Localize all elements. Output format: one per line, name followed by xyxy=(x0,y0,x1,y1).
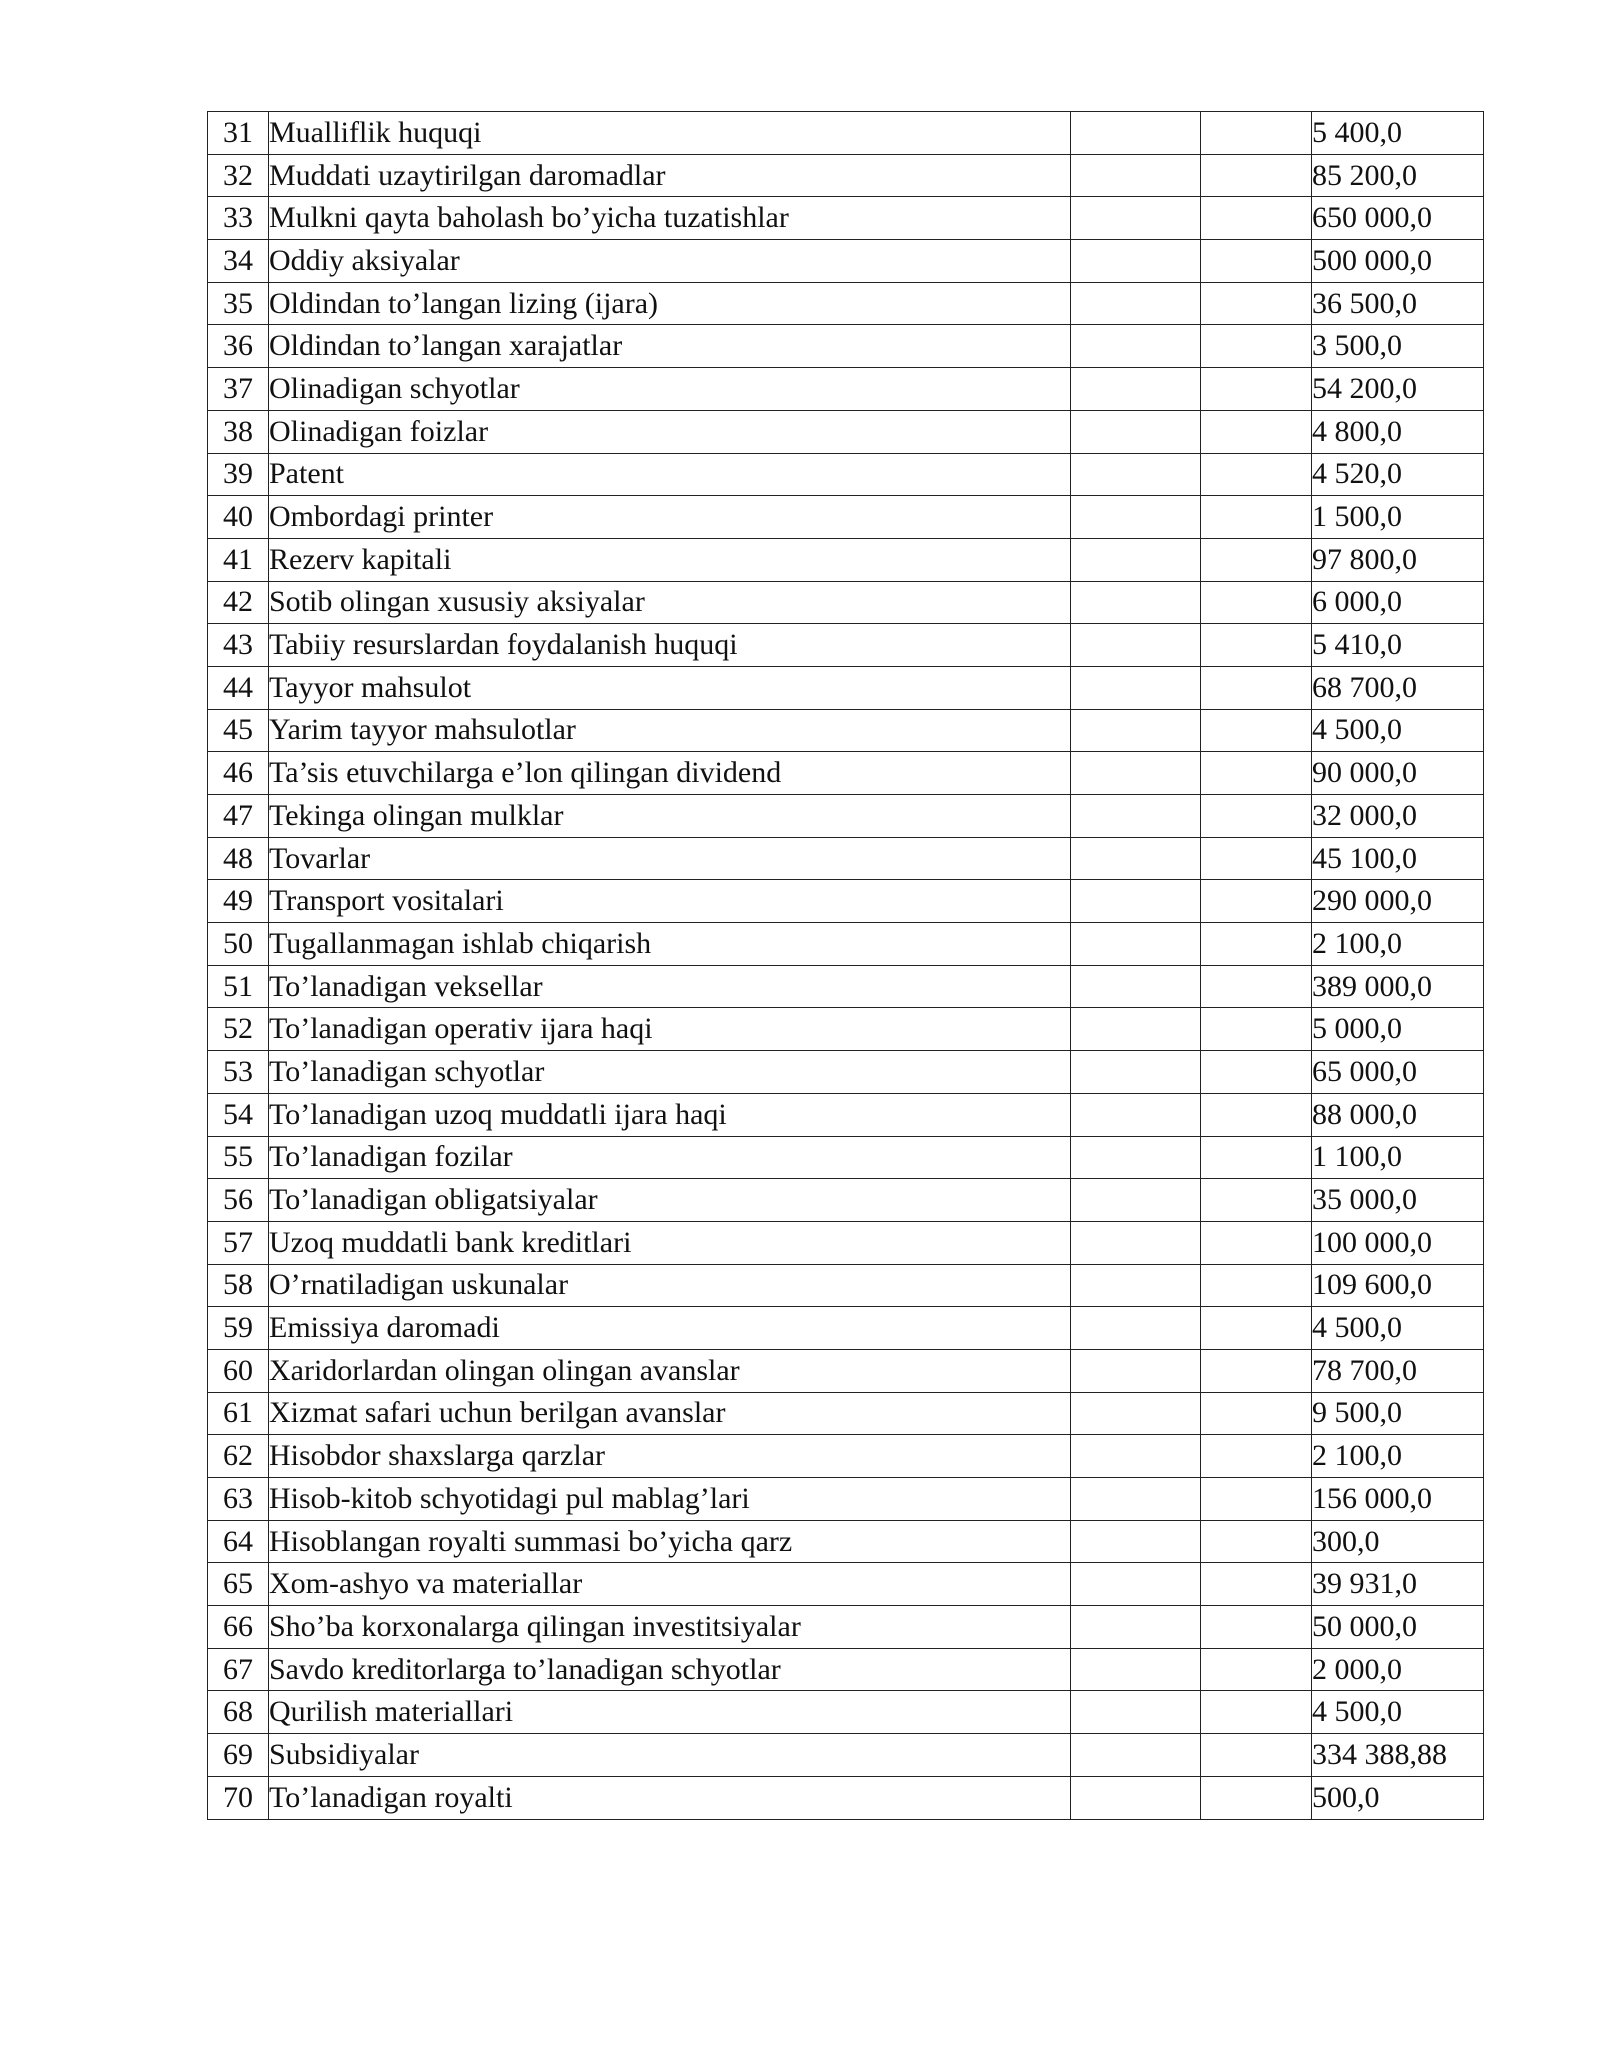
row-number-cell: 49 xyxy=(208,880,269,923)
amount-cell: 1 100,0 xyxy=(1312,1136,1484,1179)
row-number-cell: 36 xyxy=(208,325,269,368)
table-row xyxy=(208,1051,1484,1094)
empty-cell xyxy=(1201,624,1312,667)
empty-cell xyxy=(1201,1221,1312,1264)
table-row xyxy=(208,1179,1484,1222)
amount-cell: 85 200,0 xyxy=(1312,154,1484,197)
amount-cell: 78 700,0 xyxy=(1312,1349,1484,1392)
row-number-cell: 70 xyxy=(208,1776,269,1819)
empty-cell xyxy=(1201,325,1312,368)
row-number-cell: 53 xyxy=(208,1051,269,1094)
table-row xyxy=(208,1563,1484,1606)
account-name-cell: Savdo kreditorlarga to’lanadigan schyotlar xyxy=(269,1648,1071,1691)
row-number-cell: 44 xyxy=(208,666,269,709)
empty-cell xyxy=(1201,666,1312,709)
table-row xyxy=(208,197,1484,240)
amount-cell: 1 500,0 xyxy=(1312,496,1484,539)
empty-cell xyxy=(1201,581,1312,624)
table-row xyxy=(208,1435,1484,1478)
empty-cell xyxy=(1201,1179,1312,1222)
row-number-cell: 42 xyxy=(208,581,269,624)
account-name-cell: Xaridorlardan olingan olingan avanslar xyxy=(269,1349,1071,1392)
empty-cell xyxy=(1071,282,1201,325)
table-row xyxy=(208,1093,1484,1136)
row-number-cell: 66 xyxy=(208,1606,269,1649)
empty-cell xyxy=(1071,154,1201,197)
amount-cell: 3 500,0 xyxy=(1312,325,1484,368)
account-name-cell: Hisoblangan royalti summasi bo’yicha qarz xyxy=(269,1520,1071,1563)
table-row xyxy=(208,880,1484,923)
amount-cell: 9 500,0 xyxy=(1312,1392,1484,1435)
account-name-cell: O’rnatiladigan uskunalar xyxy=(269,1264,1071,1307)
account-name-cell: Emissiya daromadi xyxy=(269,1307,1071,1350)
empty-cell xyxy=(1071,1349,1201,1392)
row-number-cell: 48 xyxy=(208,837,269,880)
account-name-cell: To’lanadigan royalti xyxy=(269,1776,1071,1819)
amount-cell: 389 000,0 xyxy=(1312,965,1484,1008)
empty-cell xyxy=(1071,538,1201,581)
empty-cell xyxy=(1201,538,1312,581)
empty-cell xyxy=(1201,1563,1312,1606)
empty-cell xyxy=(1071,1179,1201,1222)
account-name-cell: Sotib olingan xususiy aksiyalar xyxy=(269,581,1071,624)
empty-cell xyxy=(1201,496,1312,539)
empty-cell xyxy=(1201,1093,1312,1136)
empty-cell xyxy=(1071,1221,1201,1264)
account-name-cell: Transport vositalari xyxy=(269,880,1071,923)
table-row xyxy=(208,325,1484,368)
empty-cell xyxy=(1071,1435,1201,1478)
row-number-cell: 62 xyxy=(208,1435,269,1478)
row-number-cell: 65 xyxy=(208,1563,269,1606)
empty-cell xyxy=(1071,624,1201,667)
table-row xyxy=(208,453,1484,496)
empty-cell xyxy=(1071,1691,1201,1734)
row-number-cell: 43 xyxy=(208,624,269,667)
amount-cell: 97 800,0 xyxy=(1312,538,1484,581)
account-name-cell: Oddiy aksiyalar xyxy=(269,240,1071,283)
empty-cell xyxy=(1071,880,1201,923)
table-row xyxy=(208,496,1484,539)
row-number-cell: 37 xyxy=(208,368,269,411)
empty-cell xyxy=(1201,923,1312,966)
account-name-cell: Uzoq muddatli bank kreditlari xyxy=(269,1221,1071,1264)
amount-cell: 290 000,0 xyxy=(1312,880,1484,923)
row-number-cell: 41 xyxy=(208,538,269,581)
empty-cell xyxy=(1071,752,1201,795)
row-number-cell: 32 xyxy=(208,154,269,197)
empty-cell xyxy=(1071,1648,1201,1691)
empty-cell xyxy=(1071,1563,1201,1606)
table-row xyxy=(208,666,1484,709)
row-number-cell: 51 xyxy=(208,965,269,1008)
empty-cell xyxy=(1201,1648,1312,1691)
account-name-cell: Xizmat safari uchun berilgan avanslar xyxy=(269,1392,1071,1435)
table-row xyxy=(208,1307,1484,1350)
amount-cell: 65 000,0 xyxy=(1312,1051,1484,1094)
account-name-cell: Tabiiy resurslardan foydalanish huquqi xyxy=(269,624,1071,667)
table-row xyxy=(208,538,1484,581)
empty-cell xyxy=(1201,837,1312,880)
empty-cell xyxy=(1201,752,1312,795)
table-row xyxy=(208,282,1484,325)
account-name-cell: Qurilish materiallari xyxy=(269,1691,1071,1734)
table-row xyxy=(208,752,1484,795)
empty-cell xyxy=(1201,965,1312,1008)
empty-cell xyxy=(1201,410,1312,453)
row-number-cell: 64 xyxy=(208,1520,269,1563)
row-number-cell: 60 xyxy=(208,1349,269,1392)
empty-cell xyxy=(1071,496,1201,539)
empty-cell xyxy=(1071,240,1201,283)
empty-cell xyxy=(1201,1435,1312,1478)
amount-cell: 2 100,0 xyxy=(1312,1435,1484,1478)
table-row xyxy=(208,1392,1484,1435)
empty-cell xyxy=(1201,1349,1312,1392)
empty-cell xyxy=(1201,1392,1312,1435)
empty-cell xyxy=(1201,368,1312,411)
empty-cell xyxy=(1071,112,1201,155)
row-number-cell: 40 xyxy=(208,496,269,539)
amount-cell: 32 000,0 xyxy=(1312,795,1484,838)
account-name-cell: To’lanadigan veksellar xyxy=(269,965,1071,1008)
table-row xyxy=(208,837,1484,880)
row-number-cell: 50 xyxy=(208,923,269,966)
table-row xyxy=(208,1349,1484,1392)
empty-cell xyxy=(1201,1307,1312,1350)
amount-cell: 45 100,0 xyxy=(1312,837,1484,880)
empty-cell xyxy=(1071,325,1201,368)
amount-cell: 35 000,0 xyxy=(1312,1179,1484,1222)
amount-cell: 90 000,0 xyxy=(1312,752,1484,795)
empty-cell xyxy=(1071,1606,1201,1649)
empty-cell xyxy=(1201,1691,1312,1734)
empty-cell xyxy=(1071,709,1201,752)
row-number-cell: 33 xyxy=(208,197,269,240)
row-number-cell: 68 xyxy=(208,1691,269,1734)
empty-cell xyxy=(1201,709,1312,752)
amount-cell: 5 000,0 xyxy=(1312,1008,1484,1051)
empty-cell xyxy=(1201,453,1312,496)
amount-cell: 500 000,0 xyxy=(1312,240,1484,283)
empty-cell xyxy=(1071,965,1201,1008)
row-number-cell: 45 xyxy=(208,709,269,752)
empty-cell xyxy=(1201,240,1312,283)
account-name-cell: Ombordagi printer xyxy=(269,496,1071,539)
amount-cell: 650 000,0 xyxy=(1312,197,1484,240)
empty-cell xyxy=(1201,1776,1312,1819)
empty-cell xyxy=(1201,1051,1312,1094)
account-name-cell: Tayyor mahsulot xyxy=(269,666,1071,709)
row-number-cell: 57 xyxy=(208,1221,269,1264)
amount-cell: 4 500,0 xyxy=(1312,1307,1484,1350)
empty-cell xyxy=(1071,1520,1201,1563)
amount-cell: 2 100,0 xyxy=(1312,923,1484,966)
empty-cell xyxy=(1071,368,1201,411)
account-name-cell: Ta’sis etuvchilarga e’lon qilingan dividend xyxy=(269,752,1071,795)
empty-cell xyxy=(1201,1264,1312,1307)
empty-cell xyxy=(1071,1008,1201,1051)
row-number-cell: 54 xyxy=(208,1093,269,1136)
account-name-cell: Tovarlar xyxy=(269,837,1071,880)
amount-cell: 4 800,0 xyxy=(1312,410,1484,453)
account-name-cell: Sho’ba korxonalarga qilingan investitsiyalar xyxy=(269,1606,1071,1649)
account-name-cell: Subsidiyalar xyxy=(269,1734,1071,1777)
empty-cell xyxy=(1071,1478,1201,1521)
table-row xyxy=(208,1008,1484,1051)
table-row xyxy=(208,1264,1484,1307)
table-row xyxy=(208,1606,1484,1649)
account-name-cell: Mulkni qayta baholash bo’yicha tuzatishlar xyxy=(269,197,1071,240)
accounts-table xyxy=(207,111,1484,1820)
empty-cell xyxy=(1071,666,1201,709)
table-row xyxy=(208,1136,1484,1179)
empty-cell xyxy=(1071,1776,1201,1819)
table-row xyxy=(208,1776,1484,1819)
empty-cell xyxy=(1071,410,1201,453)
account-name-cell: Olinadigan foizlar xyxy=(269,410,1071,453)
table-row xyxy=(208,1691,1484,1734)
empty-cell xyxy=(1201,1478,1312,1521)
row-number-cell: 63 xyxy=(208,1478,269,1521)
table-row xyxy=(208,965,1484,1008)
empty-cell xyxy=(1071,1136,1201,1179)
amount-cell: 334 388,88 xyxy=(1312,1734,1484,1777)
empty-cell xyxy=(1201,1734,1312,1777)
table-row xyxy=(208,1648,1484,1691)
row-number-cell: 58 xyxy=(208,1264,269,1307)
amount-cell: 4 500,0 xyxy=(1312,709,1484,752)
empty-cell xyxy=(1071,1264,1201,1307)
row-number-cell: 46 xyxy=(208,752,269,795)
row-number-cell: 55 xyxy=(208,1136,269,1179)
amount-cell: 50 000,0 xyxy=(1312,1606,1484,1649)
empty-cell xyxy=(1071,453,1201,496)
row-number-cell: 47 xyxy=(208,795,269,838)
empty-cell xyxy=(1071,1734,1201,1777)
empty-cell xyxy=(1071,1392,1201,1435)
row-number-cell: 67 xyxy=(208,1648,269,1691)
row-number-cell: 69 xyxy=(208,1734,269,1777)
table-row xyxy=(208,368,1484,411)
amount-cell: 300,0 xyxy=(1312,1520,1484,1563)
empty-cell xyxy=(1201,795,1312,838)
table-row xyxy=(208,240,1484,283)
account-name-cell: Rezerv kapitali xyxy=(269,538,1071,581)
row-number-cell: 59 xyxy=(208,1307,269,1350)
empty-cell xyxy=(1201,154,1312,197)
empty-cell xyxy=(1071,197,1201,240)
row-number-cell: 31 xyxy=(208,112,269,155)
account-name-cell: Hisob-kitob schyotidagi pul mablag’lari xyxy=(269,1478,1071,1521)
table-row xyxy=(208,709,1484,752)
amount-cell: 39 931,0 xyxy=(1312,1563,1484,1606)
row-number-cell: 35 xyxy=(208,282,269,325)
account-name-cell: Oldindan to’langan xarajatlar xyxy=(269,325,1071,368)
table-row xyxy=(208,410,1484,453)
table-row xyxy=(208,581,1484,624)
account-name-cell: To’lanadigan uzoq muddatli ijara haqi xyxy=(269,1093,1071,1136)
account-name-cell: Hisobdor shaxslarga qarzlar xyxy=(269,1435,1071,1478)
account-name-cell: To’lanadigan operativ ijara haqi xyxy=(269,1008,1071,1051)
row-number-cell: 56 xyxy=(208,1179,269,1222)
amount-cell: 6 000,0 xyxy=(1312,581,1484,624)
amount-cell: 88 000,0 xyxy=(1312,1093,1484,1136)
account-name-cell: Olinadigan schyotlar xyxy=(269,368,1071,411)
amount-cell: 36 500,0 xyxy=(1312,282,1484,325)
table-row xyxy=(208,1734,1484,1777)
empty-cell xyxy=(1071,1307,1201,1350)
amount-cell: 4 520,0 xyxy=(1312,453,1484,496)
account-name-cell: Tugallanmagan ishlab chiqarish xyxy=(269,923,1071,966)
row-number-cell: 39 xyxy=(208,453,269,496)
empty-cell xyxy=(1201,1008,1312,1051)
account-name-cell: Xom-ashyo va materiallar xyxy=(269,1563,1071,1606)
empty-cell xyxy=(1201,1136,1312,1179)
amount-cell: 2 000,0 xyxy=(1312,1648,1484,1691)
amount-cell: 54 200,0 xyxy=(1312,368,1484,411)
table-row xyxy=(208,1520,1484,1563)
empty-cell xyxy=(1201,1606,1312,1649)
row-number-cell: 34 xyxy=(208,240,269,283)
empty-cell xyxy=(1201,282,1312,325)
table-row xyxy=(208,154,1484,197)
empty-cell xyxy=(1201,1520,1312,1563)
table-row xyxy=(208,624,1484,667)
account-name-cell: Patent xyxy=(269,453,1071,496)
amount-cell: 156 000,0 xyxy=(1312,1478,1484,1521)
amount-cell: 109 600,0 xyxy=(1312,1264,1484,1307)
account-name-cell: Mualliflik huquqi xyxy=(269,112,1071,155)
amount-cell: 100 000,0 xyxy=(1312,1221,1484,1264)
table-row xyxy=(208,795,1484,838)
account-name-cell: Muddati uzaytirilgan daromadlar xyxy=(269,154,1071,197)
account-name-cell: To’lanadigan obligatsiyalar xyxy=(269,1179,1071,1222)
table-row xyxy=(208,923,1484,966)
empty-cell xyxy=(1071,1093,1201,1136)
amount-cell: 4 500,0 xyxy=(1312,1691,1484,1734)
empty-cell xyxy=(1201,112,1312,155)
account-name-cell: To’lanadigan schyotlar xyxy=(269,1051,1071,1094)
accounts-table-body xyxy=(208,112,1484,1820)
table-row xyxy=(208,112,1484,155)
row-number-cell: 52 xyxy=(208,1008,269,1051)
account-name-cell: To’lanadigan fozilar xyxy=(269,1136,1071,1179)
empty-cell xyxy=(1071,837,1201,880)
account-name-cell: Oldindan to’langan lizing (ijara) xyxy=(269,282,1071,325)
empty-cell xyxy=(1071,795,1201,838)
amount-cell: 68 700,0 xyxy=(1312,666,1484,709)
table-row xyxy=(208,1221,1484,1264)
amount-cell: 500,0 xyxy=(1312,1776,1484,1819)
empty-cell xyxy=(1201,197,1312,240)
account-name-cell: Yarim tayyor mahsulotlar xyxy=(269,709,1071,752)
row-number-cell: 38 xyxy=(208,410,269,453)
account-name-cell: Tekinga olingan mulklar xyxy=(269,795,1071,838)
empty-cell xyxy=(1071,1051,1201,1094)
amount-cell: 5 410,0 xyxy=(1312,624,1484,667)
amount-cell: 5 400,0 xyxy=(1312,112,1484,155)
table-row xyxy=(208,1478,1484,1521)
row-number-cell: 61 xyxy=(208,1392,269,1435)
empty-cell xyxy=(1201,880,1312,923)
empty-cell xyxy=(1071,923,1201,966)
empty-cell xyxy=(1071,581,1201,624)
